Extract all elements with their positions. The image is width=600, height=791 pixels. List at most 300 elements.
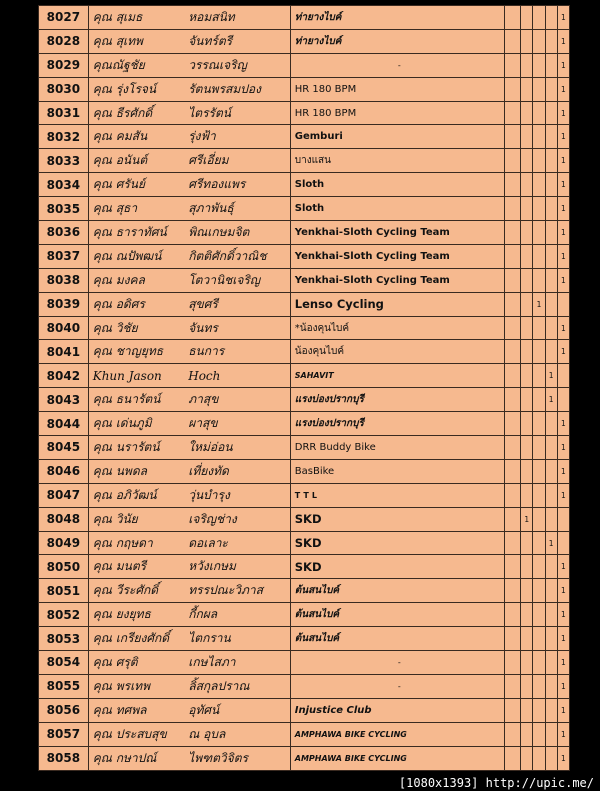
- rider-first-name: คุณ พรเทพ: [88, 674, 188, 698]
- table-row: [39, 244, 570, 268]
- team-name: Gemburi: [294, 131, 343, 143]
- rider-last-name: รุ่งฟ้า: [188, 125, 290, 149]
- category-mark: [521, 412, 533, 436]
- category-mark: [504, 125, 520, 149]
- category-mark: 1: [557, 603, 569, 627]
- category-mark: [533, 221, 545, 245]
- category-mark: [533, 316, 545, 340]
- table-row: [39, 29, 570, 53]
- category-mark: 1: [557, 698, 569, 722]
- category-mark: 1: [557, 53, 569, 77]
- table-row: [39, 746, 570, 770]
- category-mark: [545, 555, 557, 579]
- table-row: [39, 698, 570, 722]
- team-name: Yenkhai-Sloth Cycling Team: [294, 250, 450, 262]
- rider-number: 8040: [39, 316, 89, 340]
- rider-team: [290, 579, 504, 603]
- category-mark: [533, 173, 545, 197]
- rider-last-name: เที่ยงทัด: [188, 459, 290, 483]
- category-mark: [557, 292, 569, 316]
- category-mark: [545, 507, 557, 531]
- team-name: HR 180 BPM: [294, 107, 357, 119]
- table-row: [39, 459, 570, 483]
- category-mark: [533, 531, 545, 555]
- table-row: [39, 436, 570, 460]
- category-mark: 1: [557, 483, 569, 507]
- category-mark: [557, 507, 569, 531]
- rider-first-name: คุณณัฐชัย: [88, 53, 188, 77]
- table-row: [39, 507, 570, 531]
- category-mark: [521, 651, 533, 675]
- category-mark: [545, 459, 557, 483]
- team-name: ต้นสนไบค์: [294, 633, 340, 645]
- rider-last-name: วุ่นบำรุง: [188, 483, 290, 507]
- rider-team: [290, 173, 504, 197]
- category-mark: [521, 555, 533, 579]
- category-mark: [545, 483, 557, 507]
- category-mark: [557, 364, 569, 388]
- team-name: -: [397, 60, 401, 70]
- category-mark: [504, 29, 520, 53]
- rider-first-name: คุณ เกรียงศักดิ์: [88, 627, 188, 651]
- rider-first-name: คุณ ศรันย์: [88, 173, 188, 197]
- category-mark: [545, 221, 557, 245]
- category-mark: 1: [557, 579, 569, 603]
- rider-number: 8053: [39, 627, 89, 651]
- table-row: [39, 53, 570, 77]
- table-row: [39, 412, 570, 436]
- rider-first-name: คุณ สุเมธ: [88, 6, 188, 30]
- category-mark: [545, 77, 557, 101]
- category-mark: [545, 340, 557, 364]
- category-mark: [557, 531, 569, 555]
- category-mark: [504, 698, 520, 722]
- rider-team: [290, 459, 504, 483]
- category-mark: 1: [557, 340, 569, 364]
- category-mark: [504, 674, 520, 698]
- rider-first-name: คุณ วิชัย: [88, 316, 188, 340]
- category-mark: 1: [557, 77, 569, 101]
- category-mark: [504, 292, 520, 316]
- rider-last-name: ไตกราน: [188, 627, 290, 651]
- category-mark: [545, 651, 557, 675]
- category-mark: [533, 746, 545, 770]
- rider-last-name: จันทร์ตรี: [188, 29, 290, 53]
- table-row: [39, 483, 570, 507]
- rider-number: 8041: [39, 340, 89, 364]
- rider-number: 8048: [39, 507, 89, 531]
- rider-number: 8046: [39, 459, 89, 483]
- table-row: [39, 77, 570, 101]
- rider-number: 8031: [39, 101, 89, 125]
- category-mark: 1: [521, 507, 533, 531]
- category-mark: [533, 244, 545, 268]
- category-mark: [504, 531, 520, 555]
- team-name: Yenkhai-Sloth Cycling Team: [294, 274, 450, 286]
- rider-number: 8050: [39, 555, 89, 579]
- category-mark: [521, 388, 533, 412]
- category-mark: [521, 722, 533, 746]
- rider-first-name: คุณ นรารัตน์: [88, 436, 188, 460]
- rider-number: 8028: [39, 29, 89, 53]
- rider-last-name: ผาสุข: [188, 412, 290, 436]
- category-mark: [521, 603, 533, 627]
- table-row: [39, 722, 570, 746]
- rider-number: 8056: [39, 698, 89, 722]
- rider-first-name: คุณ ธนารัตน์: [88, 388, 188, 412]
- rider-number: 8054: [39, 651, 89, 675]
- table-row: [39, 603, 570, 627]
- category-mark: [521, 579, 533, 603]
- rider-team: [290, 746, 504, 770]
- rider-last-name: ธนการ: [188, 340, 290, 364]
- table-row: [39, 579, 570, 603]
- team-name: HR 180 BPM: [294, 83, 357, 95]
- team-name: ท่ายางไบค์: [294, 35, 342, 47]
- rider-first-name: Khun Jason: [88, 364, 188, 388]
- category-mark: [545, 197, 557, 221]
- category-mark: 1: [557, 674, 569, 698]
- team-name: SKD: [294, 559, 322, 574]
- team-name: ต้นสนไบค์: [294, 609, 340, 621]
- table-row: [39, 364, 570, 388]
- category-mark: [521, 674, 533, 698]
- category-mark: [504, 173, 520, 197]
- category-mark: [533, 698, 545, 722]
- roster-sheet: [38, 5, 570, 770]
- rider-team: [290, 53, 504, 77]
- rider-team: [290, 388, 504, 412]
- category-mark: [504, 77, 520, 101]
- category-mark: [533, 603, 545, 627]
- category-mark: [521, 698, 533, 722]
- rider-last-name: ใหม่อ่อน: [188, 436, 290, 460]
- rider-number: 8055: [39, 674, 89, 698]
- rider-last-name: วรรณเจริญ: [188, 53, 290, 77]
- rider-team: [290, 292, 504, 316]
- rider-number: 8032: [39, 125, 89, 149]
- rider-team: [290, 436, 504, 460]
- category-mark: [545, 603, 557, 627]
- rider-team: [290, 412, 504, 436]
- rider-number: 8036: [39, 221, 89, 245]
- rider-team: [290, 340, 504, 364]
- category-mark: [533, 483, 545, 507]
- category-mark: [545, 292, 557, 316]
- category-mark: [533, 149, 545, 173]
- category-mark: [545, 746, 557, 770]
- category-mark: [557, 388, 569, 412]
- category-mark: [521, 627, 533, 651]
- category-mark: [533, 6, 545, 30]
- category-mark: [521, 316, 533, 340]
- category-mark: [504, 197, 520, 221]
- rider-team: [290, 316, 504, 340]
- table-row: [39, 149, 570, 173]
- category-mark: 1: [557, 29, 569, 53]
- rider-number: 8027: [39, 6, 89, 30]
- team-name: TTL: [294, 490, 320, 500]
- rider-first-name: คุณ มงคล: [88, 268, 188, 292]
- category-mark: [504, 364, 520, 388]
- rider-number: 8037: [39, 244, 89, 268]
- category-mark: 1: [557, 173, 569, 197]
- rider-last-name: พิณเกษมจิต: [188, 221, 290, 245]
- rider-first-name: คุณ กฤษดา: [88, 531, 188, 555]
- category-mark: 1: [557, 101, 569, 125]
- category-mark: [545, 316, 557, 340]
- team-name: -: [397, 657, 401, 667]
- category-mark: 1: [557, 722, 569, 746]
- table-row: [39, 340, 570, 364]
- rider-number: 8057: [39, 722, 89, 746]
- roster-body: [39, 6, 570, 771]
- rider-number: 8038: [39, 268, 89, 292]
- category-mark: [521, 268, 533, 292]
- table-row: [39, 6, 570, 30]
- category-mark: [521, 197, 533, 221]
- team-name: AMPHAWA BIKE CYCLING: [294, 729, 407, 739]
- category-mark: [545, 268, 557, 292]
- category-mark: 1: [557, 6, 569, 30]
- category-mark: [504, 149, 520, 173]
- category-mark: [521, 29, 533, 53]
- team-name: -: [397, 681, 401, 691]
- category-mark: [533, 722, 545, 746]
- rider-last-name: ลิ้สกุลปราณ: [188, 674, 290, 698]
- rider-first-name: คุณ อนันต์: [88, 149, 188, 173]
- category-mark: [521, 364, 533, 388]
- category-mark: [545, 436, 557, 460]
- category-mark: [521, 292, 533, 316]
- table-row: [39, 125, 570, 149]
- category-mark: [533, 459, 545, 483]
- rider-team: [290, 507, 504, 531]
- category-mark: [533, 627, 545, 651]
- rider-last-name: รัตนพรสมปอง: [188, 77, 290, 101]
- category-mark: [504, 627, 520, 651]
- category-mark: 1: [545, 364, 557, 388]
- category-mark: [521, 149, 533, 173]
- category-mark: [545, 579, 557, 603]
- category-mark: 1: [545, 531, 557, 555]
- category-mark: [533, 77, 545, 101]
- team-name: SAHAVIT: [294, 371, 334, 381]
- category-mark: [504, 221, 520, 245]
- category-mark: [504, 507, 520, 531]
- category-mark: 1: [557, 244, 569, 268]
- table-row: [39, 627, 570, 651]
- team-name: Lenso Cycling: [294, 297, 384, 312]
- rider-first-name: คุณ สุธา: [88, 197, 188, 221]
- category-mark: 1: [557, 651, 569, 675]
- category-mark: [504, 268, 520, 292]
- category-mark: [521, 173, 533, 197]
- rider-roster-table: [38, 5, 570, 771]
- category-mark: [521, 746, 533, 770]
- category-mark: [533, 340, 545, 364]
- rider-last-name: สุขศรี: [188, 292, 290, 316]
- category-mark: [504, 459, 520, 483]
- category-mark: [533, 29, 545, 53]
- category-mark: [545, 412, 557, 436]
- category-mark: [521, 436, 533, 460]
- category-mark: 1: [557, 149, 569, 173]
- rider-number: 8049: [39, 531, 89, 555]
- table-row: [39, 292, 570, 316]
- team-name: Injustice Club: [294, 704, 372, 716]
- category-mark: [504, 746, 520, 770]
- rider-last-name: ดอเลาะ: [188, 531, 290, 555]
- rider-last-name: ทรรปณะวิภาส: [188, 579, 290, 603]
- table-row: [39, 173, 570, 197]
- category-mark: [533, 388, 545, 412]
- category-mark: [545, 101, 557, 125]
- category-mark: [521, 53, 533, 77]
- rider-number: 8052: [39, 603, 89, 627]
- category-mark: [533, 197, 545, 221]
- category-mark: [533, 101, 545, 125]
- table-row: [39, 221, 570, 245]
- rider-team: [290, 483, 504, 507]
- rider-team: [290, 197, 504, 221]
- category-mark: [545, 29, 557, 53]
- category-mark: [533, 268, 545, 292]
- category-mark: [504, 388, 520, 412]
- team-name: BasBike: [294, 465, 335, 477]
- rider-first-name: คุณ ธีรศักดิ์: [88, 101, 188, 125]
- rider-team: [290, 29, 504, 53]
- team-name: DRR Buddy Bike: [294, 441, 376, 453]
- category-mark: [504, 244, 520, 268]
- table-row: [39, 674, 570, 698]
- rider-first-name: คุณ ณปัพฒน์: [88, 244, 188, 268]
- table-row: [39, 531, 570, 555]
- category-mark: [545, 149, 557, 173]
- category-mark: [521, 6, 533, 30]
- rider-team: [290, 674, 504, 698]
- category-mark: 1: [557, 627, 569, 651]
- rider-team: [290, 698, 504, 722]
- rider-number: 8035: [39, 197, 89, 221]
- rider-number: 8029: [39, 53, 89, 77]
- category-mark: [504, 316, 520, 340]
- rider-number: 8051: [39, 579, 89, 603]
- category-mark: [521, 531, 533, 555]
- team-name: SKD: [294, 512, 322, 527]
- category-mark: [533, 53, 545, 77]
- rider-last-name: สุภาพันธุ์: [188, 197, 290, 221]
- rider-first-name: คุณ อภิวัฒน์: [88, 483, 188, 507]
- category-mark: 1: [557, 268, 569, 292]
- rider-team: [290, 125, 504, 149]
- rider-number: 8033: [39, 149, 89, 173]
- category-mark: [545, 698, 557, 722]
- rider-team: [290, 77, 504, 101]
- category-mark: [545, 125, 557, 149]
- team-name: ท่ายางไบค์: [294, 11, 342, 23]
- team-name: แรงบ่องปรากบุรี: [294, 418, 364, 430]
- table-row: [39, 316, 570, 340]
- rider-number: 8039: [39, 292, 89, 316]
- rider-last-name: ณ อุบล: [188, 722, 290, 746]
- team-name: น้องคุนไบค์: [294, 346, 345, 358]
- rider-team: [290, 555, 504, 579]
- category-mark: [533, 507, 545, 531]
- category-mark: [533, 412, 545, 436]
- rider-first-name: คุณ ประสบสุข: [88, 722, 188, 746]
- category-mark: [521, 125, 533, 149]
- team-name: SKD: [294, 536, 322, 551]
- category-mark: [533, 436, 545, 460]
- category-mark: [533, 555, 545, 579]
- category-mark: [521, 244, 533, 268]
- rider-team: [290, 722, 504, 746]
- rider-number: 8058: [39, 746, 89, 770]
- category-mark: [504, 6, 520, 30]
- rider-first-name: คุณ ธาราทัศน์: [88, 221, 188, 245]
- rider-last-name: ไพฑตวิจิตร: [188, 746, 290, 770]
- table-row: [39, 388, 570, 412]
- rider-team: [290, 268, 504, 292]
- category-mark: [504, 436, 520, 460]
- rider-team: [290, 101, 504, 125]
- category-mark: [504, 579, 520, 603]
- rider-last-name: ไตรรัตน์: [188, 101, 290, 125]
- category-mark: [545, 6, 557, 30]
- team-name: *น้องคุนไบค์: [294, 322, 350, 334]
- category-mark: [521, 483, 533, 507]
- rider-team: [290, 244, 504, 268]
- team-name: Yenkhai-Sloth Cycling Team: [294, 226, 450, 238]
- category-mark: [533, 579, 545, 603]
- rider-first-name: คุณ มนตรี: [88, 555, 188, 579]
- rider-last-name: Hoch: [188, 364, 290, 388]
- rider-number: 8030: [39, 77, 89, 101]
- table-row: [39, 555, 570, 579]
- rider-last-name: โตวานิชเจริญ: [188, 268, 290, 292]
- rider-team: [290, 364, 504, 388]
- rider-team: [290, 603, 504, 627]
- rider-last-name: จันทร: [188, 316, 290, 340]
- category-mark: 1: [557, 412, 569, 436]
- category-mark: [504, 412, 520, 436]
- category-mark: [504, 101, 520, 125]
- category-mark: [545, 627, 557, 651]
- category-mark: [545, 674, 557, 698]
- rider-first-name: คุณ กษาปณ์: [88, 746, 188, 770]
- category-mark: 1: [533, 292, 545, 316]
- rider-number: 8044: [39, 412, 89, 436]
- category-mark: [504, 53, 520, 77]
- category-mark: 1: [557, 436, 569, 460]
- team-name: Sloth: [294, 179, 325, 191]
- rider-first-name: คุณ อดิศร: [88, 292, 188, 316]
- rider-number: 8045: [39, 436, 89, 460]
- rider-last-name: หวังเกษม: [188, 555, 290, 579]
- category-mark: [521, 340, 533, 364]
- category-mark: [504, 483, 520, 507]
- rider-last-name: อุทัศน์: [188, 698, 290, 722]
- category-mark: 1: [557, 221, 569, 245]
- rider-first-name: คุณ ยงยุทธ: [88, 603, 188, 627]
- rider-number: 8034: [39, 173, 89, 197]
- rider-last-name: กี้กผล: [188, 603, 290, 627]
- category-mark: [545, 173, 557, 197]
- category-mark: [504, 603, 520, 627]
- category-mark: [521, 221, 533, 245]
- category-mark: [533, 125, 545, 149]
